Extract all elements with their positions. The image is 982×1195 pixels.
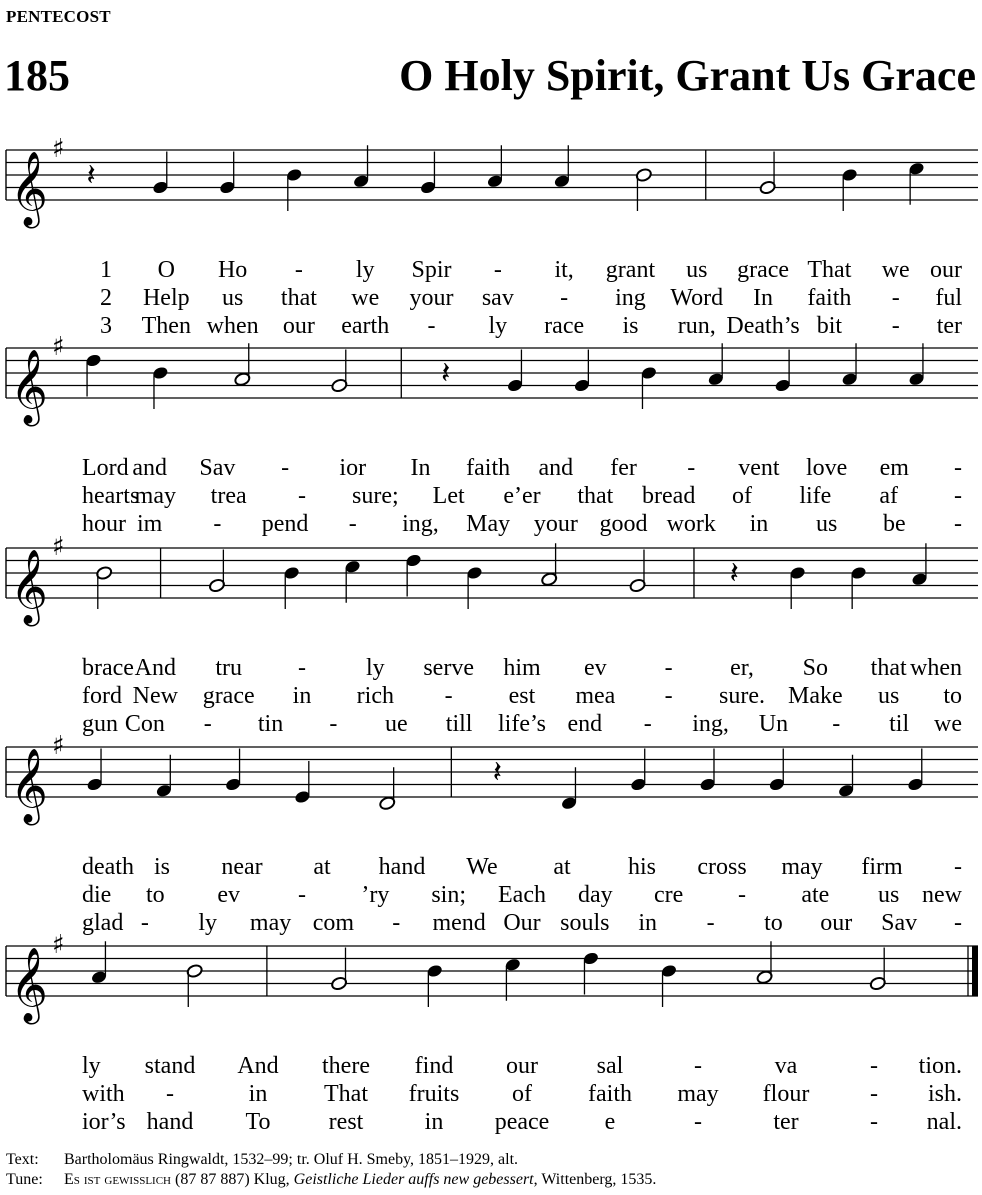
lyric-syllable: that	[577, 483, 614, 509]
lyric-syllable: va	[774, 1053, 798, 1079]
lyric-syllable: So	[802, 655, 829, 681]
lyric-hyphen: -	[560, 285, 569, 311]
lyric-syllable: Spir	[411, 257, 452, 283]
lyric-syllable: in	[638, 910, 658, 936]
lyric-syllable: 2	[100, 285, 112, 311]
lyric-hyphen: -	[694, 1109, 702, 1135]
text-credit-label: Text:	[6, 1151, 39, 1168]
lyric-syllable: tion.	[918, 1053, 962, 1079]
lyric-syllable: Make	[788, 683, 843, 709]
lyric-syllable: work	[666, 511, 716, 537]
treble-clef-icon: 𝄞	[10, 550, 48, 624]
lyric-syllable: Con	[124, 711, 165, 737]
lyric-syllable: peace	[494, 1109, 550, 1135]
lyric-syllable: Ho	[217, 257, 248, 283]
lyric-syllable: day	[578, 882, 613, 908]
lyric-syllable: ter	[936, 313, 962, 339]
lyric-syllable: is	[153, 854, 171, 880]
lyric-syllable: run,	[677, 313, 716, 339]
lyric-syllable: we	[351, 285, 380, 311]
lyric-syllable: ly	[198, 910, 218, 936]
lyric-syllable: love	[805, 455, 848, 481]
lyric-syllable: ev	[217, 882, 240, 908]
lyric-syllable: fruits	[408, 1081, 460, 1107]
lyric-syllable: We	[466, 854, 498, 880]
lyric-hyphen: -	[643, 711, 652, 737]
text-credit	[6, 1150, 656, 1170]
lyric-hyphen: -	[166, 1081, 174, 1107]
lyric-hyphen: -	[664, 655, 673, 681]
lyric-syllable: in	[248, 1081, 268, 1107]
lyric-syllable: at	[313, 854, 331, 880]
lyric-syllable: O	[157, 257, 175, 283]
lyric-syllable: new	[922, 882, 962, 908]
lyric-syllable: near	[221, 854, 263, 880]
lyric-syllable: mea	[575, 683, 616, 709]
lyric-syllable: end	[567, 711, 603, 737]
lyric-syllable: ate	[801, 882, 830, 908]
lyric-syllable: there	[322, 1053, 370, 1079]
lyric-hyphen: -	[348, 511, 357, 537]
lyric-syllable: in	[292, 683, 312, 709]
lyric-syllable: race	[544, 313, 585, 339]
tune-credit-label: Tune:	[6, 1171, 43, 1188]
lyric-hyphen: -	[392, 910, 401, 936]
lyric-hyphen: -	[298, 655, 306, 681]
lyric-hyphen: -	[954, 511, 962, 537]
lyric-syllable: That	[807, 257, 852, 283]
lyric-syllable: That	[324, 1081, 368, 1107]
lyric-syllable: fer	[610, 455, 637, 481]
lyric-hyphen: -	[954, 455, 962, 481]
lyric-syllable: in	[424, 1109, 444, 1135]
lyric-syllable: die	[82, 882, 112, 908]
lyric-syllable: that	[870, 655, 907, 681]
lyric-syllable: ’ry	[361, 882, 390, 908]
lyric-syllable: to	[943, 683, 962, 709]
lyric-syllable: and	[132, 455, 168, 481]
lyric-syllable: and	[538, 455, 574, 481]
lyric-syllable: est	[508, 683, 536, 709]
lyric-syllable: And	[134, 655, 177, 681]
lyric-syllable: e	[604, 1109, 616, 1135]
lyric-syllable: Un	[758, 711, 789, 737]
lyric-syllable: Word	[670, 285, 724, 311]
lyric-syllable: be	[882, 511, 906, 537]
lyric-hyphen: -	[870, 1109, 878, 1135]
lyric-syllable: pend	[261, 511, 309, 537]
hymn-title: O Holy Spirit, Grant Us Grace	[399, 51, 976, 100]
lyric-syllable: faith	[807, 285, 852, 311]
lyric-syllable: bread	[642, 483, 696, 509]
lyric-syllable: faith	[588, 1081, 632, 1107]
lyric-hyphen: -	[281, 455, 290, 481]
lyric-syllable: life’s	[498, 711, 546, 737]
lyric-syllable: our	[820, 910, 853, 936]
lyric-syllable: is	[622, 313, 639, 339]
lyric-hyphen: -	[706, 910, 715, 936]
lyric-hyphen: -	[140, 910, 149, 936]
lyric-syllable: hand	[378, 854, 426, 880]
lyric-syllable: us	[815, 511, 838, 537]
lyric-hyphen: -	[298, 882, 306, 908]
sharp-icon: ♯	[52, 930, 65, 960]
text-credit-value: Bartholomäus Ringwaldt, 1532–99; tr. Oluf H. Smeby, 1851–1929, alt.	[64, 1151, 519, 1168]
tune-name: Es ist gewisslich	[64, 1171, 171, 1188]
quarter-rest-icon: 𝄽	[729, 556, 739, 591]
lyric-syllable: til	[889, 711, 910, 737]
tune-source-title: Geistliche Lieder auffs new gebessert	[293, 1171, 534, 1188]
lyric-syllable: find	[414, 1053, 454, 1079]
lyric-syllable: trea	[210, 483, 247, 509]
lyric-syllable: in	[749, 511, 769, 537]
lyric-hyphen: -	[444, 683, 453, 709]
lyric-hyphen: -	[664, 683, 673, 709]
lyric-syllable: hearts	[82, 483, 140, 509]
lyric-syllable: stand	[144, 1053, 196, 1079]
lyric-syllable: our	[506, 1053, 538, 1079]
lyric-syllable: cross	[697, 854, 747, 880]
lyric-syllable: In	[753, 285, 774, 311]
lyric-syllable: to	[764, 910, 783, 936]
lyric-syllable: serve	[423, 655, 474, 681]
lyric-hyphen: -	[694, 1053, 702, 1079]
lyric-syllable: grant	[605, 257, 656, 283]
lyric-syllable: ly	[488, 313, 508, 339]
lyric-hyphen: -	[954, 910, 962, 936]
lyric-syllable: ford	[82, 683, 122, 709]
lyric-syllable: gun	[82, 711, 118, 737]
lyric-syllable: com	[312, 910, 355, 936]
lyric-syllable: Our	[503, 910, 541, 936]
lyric-hyphen: -	[203, 711, 212, 737]
lyric-syllable: us	[221, 285, 244, 311]
lyric-syllable: af	[879, 483, 898, 509]
lyric-hyphen: -	[298, 483, 306, 509]
lyric-syllable: Lord	[82, 455, 129, 481]
lyric-syllable: nal.	[926, 1109, 962, 1135]
lyric-syllable: may	[134, 483, 176, 509]
lyric-syllable: May	[466, 511, 511, 537]
lyric-syllable: grace	[737, 257, 790, 283]
lyric-syllable: when	[910, 655, 962, 681]
lyric-hyphen: -	[687, 455, 696, 481]
lyric-syllable: bit	[816, 313, 843, 339]
lyric-syllable: our	[282, 313, 315, 339]
lyric-hyphen: -	[294, 257, 303, 283]
lyric-syllable: Sav	[881, 910, 918, 936]
lyric-syllable: ing	[615, 285, 646, 311]
lyric-syllable: us	[686, 257, 708, 283]
lyric-syllable: till	[445, 711, 473, 737]
lyric-syllable: life	[799, 483, 832, 509]
lyric-syllable: New	[132, 683, 178, 709]
lyric-hyphen: -	[954, 854, 962, 880]
lyric-syllable: souls	[560, 910, 610, 936]
lyric-syllable: rest	[328, 1109, 364, 1135]
lyric-syllable: ish.	[927, 1081, 962, 1107]
lyric-syllable: glad	[82, 910, 124, 936]
category-heading: PENTECOST	[6, 7, 111, 26]
lyric-syllable: Death’s	[726, 313, 800, 339]
quarter-rest-icon: 𝄽	[86, 158, 96, 193]
lyric-syllable: ful	[935, 285, 962, 311]
lyric-syllable: it,	[554, 257, 574, 283]
tune-credit	[6, 1170, 656, 1190]
lyric-syllable: cre	[654, 882, 684, 908]
lyric-syllable: sal	[596, 1053, 624, 1079]
lyric-syllable: brace	[82, 655, 134, 681]
lyric-syllable: that	[280, 285, 317, 311]
lyric-syllable: In	[410, 455, 431, 481]
lyric-syllable: e’er	[503, 483, 541, 509]
lyric-syllable: em	[879, 455, 909, 481]
lyric-syllable: hour	[82, 511, 126, 537]
lyric-syllable: of	[732, 483, 752, 509]
lyric-syllable: ing,	[402, 511, 439, 537]
lyric-syllable: good	[599, 511, 648, 537]
lyric-syllable: death	[82, 854, 134, 880]
lyric-syllable: his	[627, 854, 657, 880]
lyric-syllable: im	[137, 511, 163, 537]
lyric-syllable: Each	[498, 882, 546, 908]
lyric-syllable: And	[237, 1053, 279, 1079]
lyric-syllable: hand	[146, 1109, 194, 1135]
sharp-icon: ♯	[52, 532, 65, 562]
treble-clef-icon: 𝄞	[10, 948, 48, 1022]
quarter-rest-icon: 𝄽	[441, 356, 451, 391]
lyric-syllable: ly	[365, 655, 385, 681]
lyric-syllable: ter	[773, 1109, 799, 1135]
lyric-syllable: ue	[384, 711, 408, 737]
lyric-hyphen: -	[870, 1081, 878, 1107]
lyric-syllable: when	[206, 313, 259, 339]
lyric-syllable: your	[533, 511, 578, 537]
lyric-syllable: faith	[466, 455, 511, 481]
lyric-hyphen: -	[329, 711, 338, 737]
lyric-syllable: grace	[202, 683, 255, 709]
lyric-syllable: sure.	[719, 683, 765, 709]
lyric-syllable: mend	[432, 910, 486, 936]
lyric-syllable: sin;	[431, 882, 467, 908]
lyric-hyphen: -	[738, 882, 746, 908]
lyric-syllable: ing,	[692, 711, 729, 737]
treble-clef-icon: 𝄞	[10, 350, 48, 424]
lyric-syllable: tru	[215, 655, 243, 681]
lyric-syllable: ly	[82, 1053, 101, 1079]
lyric-syllable: firm	[861, 854, 903, 880]
lyric-syllable: him	[503, 655, 541, 681]
lyric-syllable: earth	[341, 313, 390, 339]
lyric-syllable: ly	[355, 257, 375, 283]
sharp-icon: ♯	[52, 731, 65, 761]
lyric-syllable: we	[934, 711, 962, 737]
lyric-syllable: ev	[584, 655, 607, 681]
lyric-hyphen: -	[493, 257, 502, 283]
lyric-syllable: may	[677, 1081, 719, 1107]
lyric-syllable: ior’s	[82, 1109, 126, 1135]
lyric-syllable: your	[409, 285, 454, 311]
lyric-syllable: to	[145, 882, 165, 908]
tune-meter: (87 87 887) Klug,	[171, 1171, 294, 1188]
lyric-syllable: 3	[100, 313, 112, 339]
hymn-number: 185	[4, 51, 70, 100]
sharp-icon: ♯	[52, 332, 65, 362]
lyric-syllable: Let	[432, 483, 465, 509]
lyric-syllable: ior	[339, 455, 367, 481]
lyric-syllable: us	[877, 882, 900, 908]
lyric-syllable: Help	[142, 285, 190, 311]
treble-clef-icon: 𝄞	[10, 749, 48, 823]
lyric-syllable: may	[249, 910, 292, 936]
lyric-syllable: Sav	[199, 455, 236, 481]
lyric-hyphen: -	[213, 511, 222, 537]
lyric-syllable: at	[553, 854, 571, 880]
lyric-hyphen: -	[427, 313, 436, 339]
lyric-syllable: flour	[762, 1081, 810, 1107]
lyric-hyphen: -	[870, 1053, 878, 1079]
lyric-hyphen: -	[891, 285, 900, 311]
lyric-syllable: vent	[738, 455, 780, 481]
lyric-hyphen: -	[832, 711, 841, 737]
sharp-icon: ♯	[52, 134, 65, 164]
lyric-syllable: To	[245, 1109, 271, 1135]
credits	[6, 1150, 656, 1190]
lyric-syllable: of	[512, 1081, 532, 1107]
lyric-syllable: sav	[481, 285, 514, 311]
quarter-rest-icon: 𝄽	[492, 755, 502, 790]
lyric-syllable: sure;	[352, 483, 399, 509]
lyric-syllable: Then	[141, 313, 191, 339]
lyric-syllable: rich	[356, 683, 394, 709]
lyric-hyphen: -	[954, 483, 962, 509]
lyric-syllable: us	[877, 683, 900, 709]
lyric-syllable: tin	[257, 711, 284, 737]
lyric-syllable: er,	[730, 655, 754, 681]
lyric-hyphen: -	[891, 313, 900, 339]
tune-place: , Wittenberg, 1535.	[533, 1171, 657, 1188]
treble-clef-icon: 𝄞	[10, 152, 48, 226]
lyric-syllable: may	[781, 854, 823, 880]
lyric-syllable: our	[930, 257, 962, 283]
final-barline-thick	[972, 946, 978, 996]
lyric-syllable: we	[881, 257, 910, 283]
lyric-syllable: 1	[100, 257, 112, 283]
lyric-syllable: with	[82, 1081, 125, 1107]
